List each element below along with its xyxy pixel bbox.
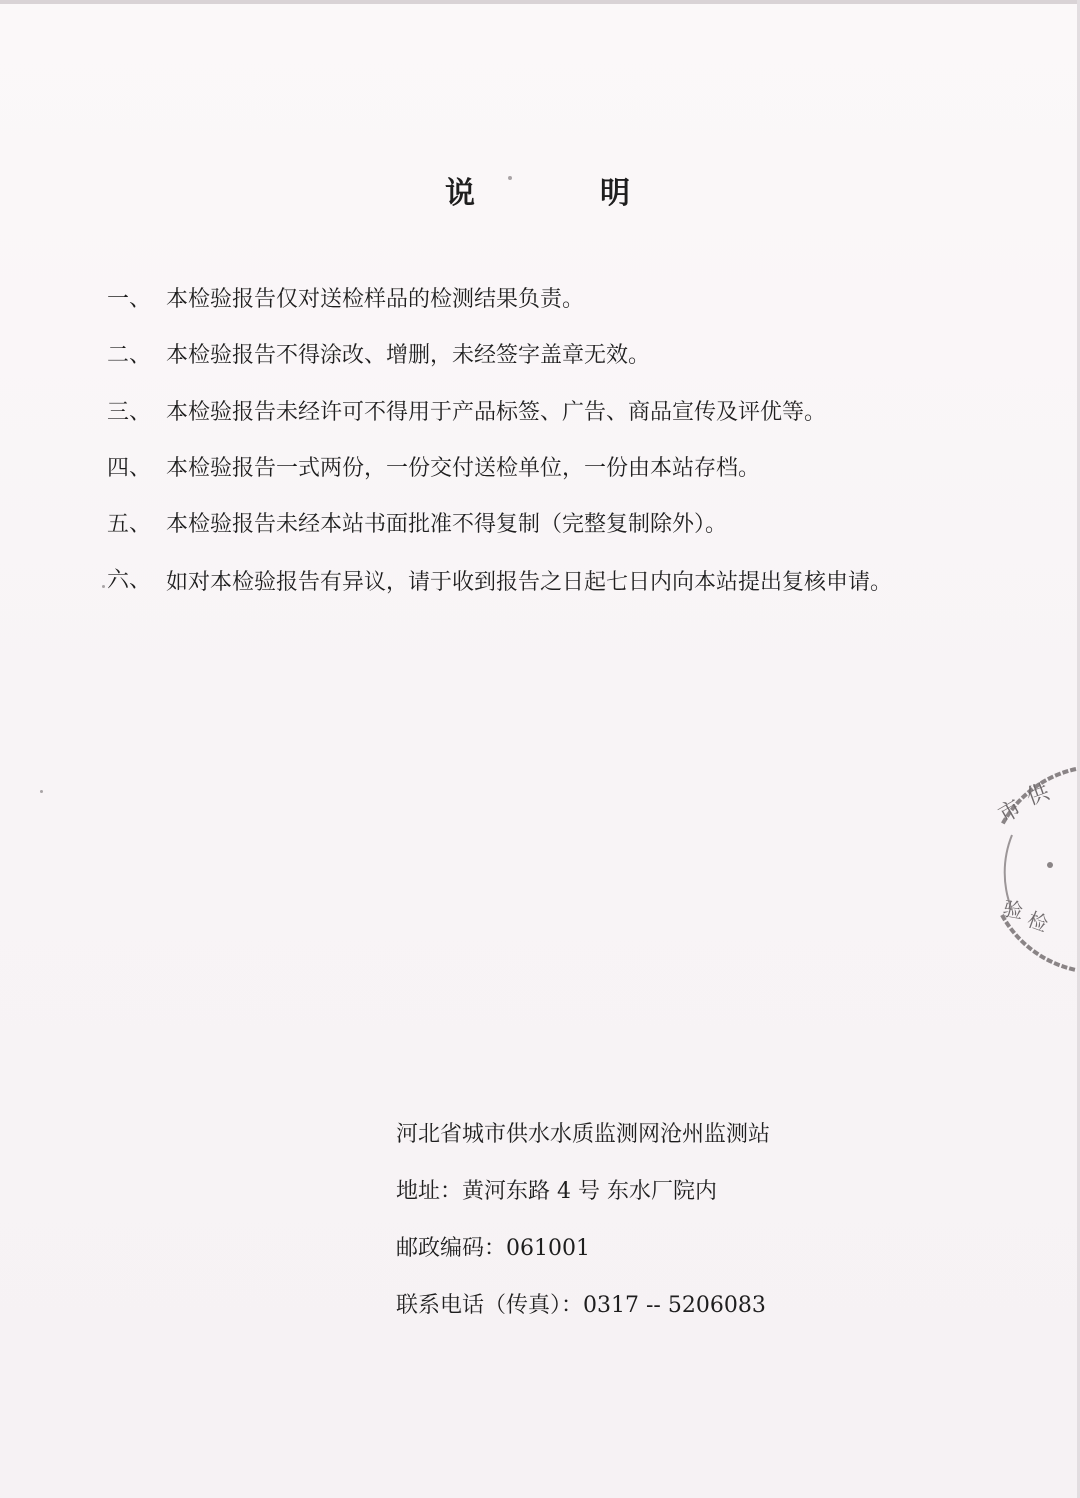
note-number: 五、 bbox=[107, 512, 152, 537]
phone-line: 联系电话（传真）：0317 -- 5206083 bbox=[396, 1293, 766, 1318]
svg-text:供: 供 bbox=[1023, 779, 1053, 811]
note-number: 三、 bbox=[107, 400, 152, 425]
note-text: 本检验报告不得涂改、增删，未经签字盖章无效。 bbox=[166, 343, 651, 368]
svg-text:验: 验 bbox=[1001, 896, 1025, 924]
title-char-2: 明 bbox=[600, 176, 630, 211]
note-number: 六、 bbox=[107, 568, 152, 593]
scan-speck bbox=[102, 585, 105, 588]
note-text: 本检验报告仅对送检样品的检测结果负责。 bbox=[166, 287, 585, 312]
postcode-line: 邮政编码：061001 bbox=[396, 1236, 590, 1261]
seal-graphic bbox=[990, 765, 1080, 975]
title-char-1: 说 bbox=[445, 176, 475, 211]
org-name: 河北省城市供水水质监测网沧州监测站 bbox=[396, 1122, 771, 1147]
official-seal-stamp bbox=[990, 765, 1080, 975]
scan-speck bbox=[40, 790, 43, 793]
note-number: 一、 bbox=[107, 287, 152, 312]
contact-block bbox=[396, 1113, 770, 1341]
note-text: 如对本检验报告有异议，请于收到报告之日起七日内向本站提出复核申请。 bbox=[166, 570, 893, 595]
note-text: 本检验报告未经许可不得用于产品标签、广告、商品宣传及评优等。 bbox=[166, 400, 827, 425]
svg-text:市: 市 bbox=[994, 795, 1027, 829]
note-number: 四、 bbox=[107, 456, 152, 481]
scan-speck bbox=[508, 176, 512, 180]
scan-edge-top bbox=[0, 0, 1080, 4]
svg-text:检: 检 bbox=[1024, 907, 1052, 937]
note-text: 本检验报告未经本站书面批准不得复制（完整复制除外）。 bbox=[166, 512, 728, 537]
address-line: 地址：黄河东路 4 号 东水厂院内 bbox=[396, 1179, 717, 1204]
note-text: 本检验报告一式两份，一份交付送检单位，一份由本站存档。 bbox=[166, 456, 761, 481]
note-number: 二、 bbox=[107, 343, 152, 368]
